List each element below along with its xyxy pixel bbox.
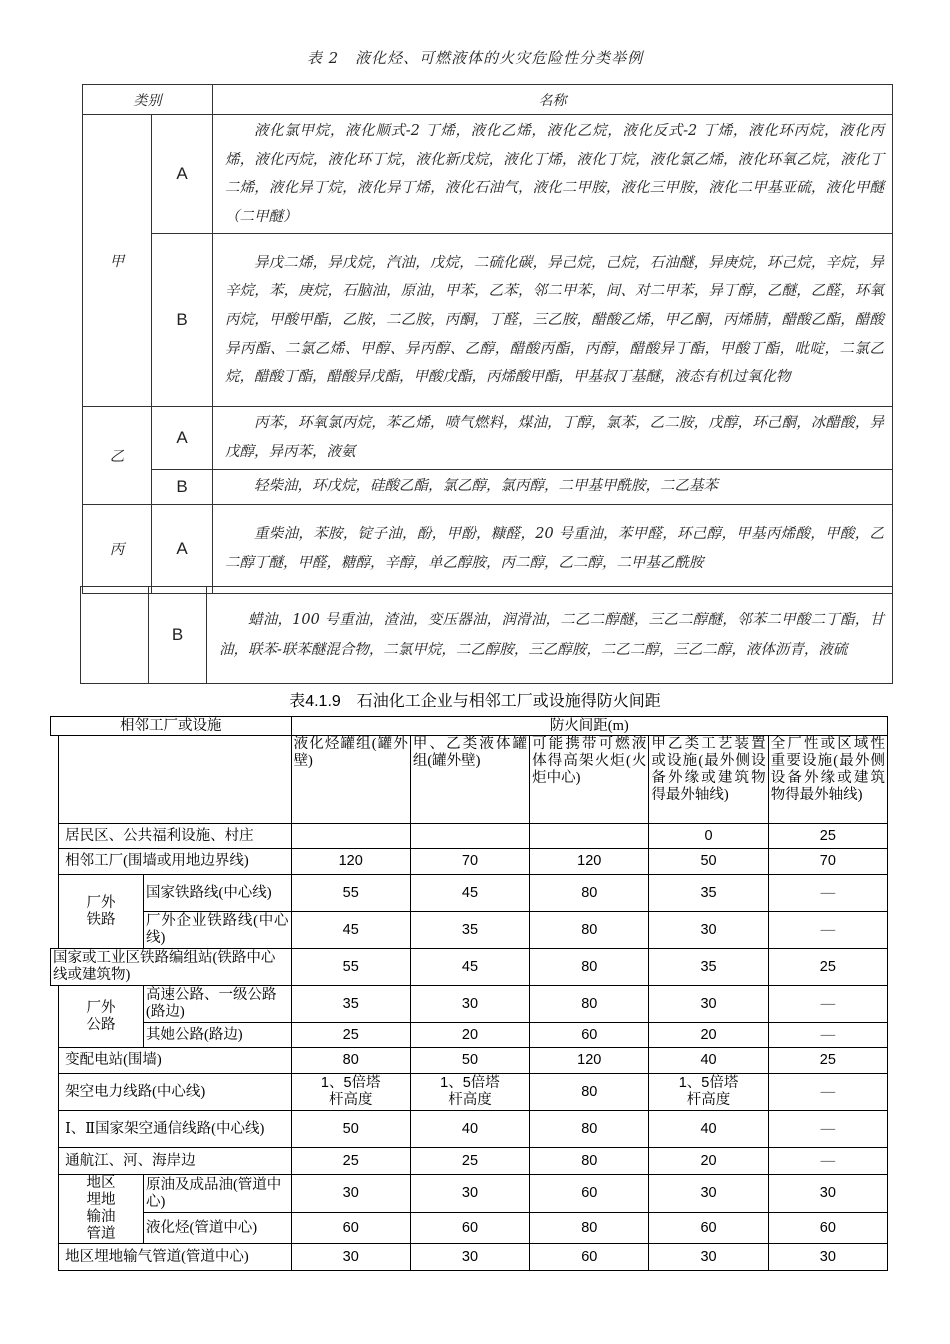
table-row — [51, 849, 888, 875]
group-label-railway: 厂外铁路 — [59, 875, 144, 949]
category-cell: 丙 — [83, 504, 152, 593]
table-row — [51, 1244, 888, 1271]
cell-value: 60 — [291, 1213, 410, 1244]
header-names: 名称 — [213, 85, 893, 115]
cell-value: — — [768, 875, 887, 912]
hazard-classification-table-continued — [80, 586, 893, 684]
cell-value: — — [768, 986, 887, 1023]
header-col-process-unit: 甲乙类工艺装置或设施(最外侧设备外缘或建筑物得最外轴线) — [649, 736, 768, 824]
table2-title: 表 2 液化烃、可燃液体的火灾危险性分类举例 — [306, 49, 644, 67]
row-label: 架空电力线路(中心线) — [59, 1074, 291, 1111]
cell-value: 30 — [649, 986, 768, 1023]
cell-value: 30 — [649, 1244, 768, 1271]
names-cell: 液化氯甲烷，液化顺式-2 丁烯，液化乙烯，液化乙烷，液化反式-2 丁烯，液化环丙烷，液化丙烯，液化丙烷，液化环丁烷，液化新戊烷，液化丁烯，液化丁烷，液化氯乙烯，液化环氧乙烷，液化丁二烯，液化异丁烷，液化异丁烯，液化石油气，液化二甲胺，液化三甲胺，液化二甲基亚硫，液化甲醚（二甲醚） — [213, 115, 893, 234]
group-label-highway: 厂外公路 — [59, 986, 144, 1048]
subcategory-cell: A — [152, 115, 213, 234]
row-label: 原油及成品油(管道中心) — [143, 1175, 291, 1213]
cell-value: 40 — [410, 1111, 529, 1148]
row-label: 通航江、河、海岸边 — [59, 1148, 291, 1175]
category-cell-empty — [81, 587, 149, 684]
table-row — [51, 1148, 888, 1175]
cell-value: 55 — [291, 875, 410, 912]
table-row — [51, 912, 888, 949]
header-col-lpg-tank: 液化烃罐组(罐外壁) — [291, 736, 410, 824]
cell-value — [530, 824, 649, 849]
cell-value: 80 — [530, 1074, 649, 1111]
table-row — [51, 1175, 888, 1213]
cell-value: 25 — [768, 824, 887, 849]
table419-title: 表4.1.9 石油化工企业与相邻工厂或设施得防火间距 — [289, 693, 661, 710]
cell-value: 35 — [649, 949, 768, 986]
cell-value: — — [768, 912, 887, 949]
category-cell: 甲 — [83, 115, 152, 407]
cell-value: 120 — [530, 849, 649, 875]
table-header-row — [51, 736, 888, 824]
cell-value: 20 — [649, 1148, 768, 1175]
hazard-classification-table — [82, 84, 893, 594]
cell-value: 30 — [291, 1244, 410, 1271]
cell-value: 60 — [530, 1175, 649, 1213]
table-row — [51, 1074, 888, 1111]
cell-value: 35 — [649, 875, 768, 912]
cell-value: 80 — [530, 1148, 649, 1175]
cell-value: 120 — [530, 1048, 649, 1074]
cell-value: 30 — [649, 912, 768, 949]
table-row — [83, 234, 893, 407]
row-label: 居民区、公共福利设施、村庄 — [59, 824, 291, 849]
table-row — [51, 824, 888, 849]
fire-distance-table — [50, 716, 888, 1271]
row-label: 其她公路(路边) — [143, 1023, 291, 1048]
table-row — [51, 1023, 888, 1048]
cell-value: 25 — [410, 1148, 529, 1175]
table-header-row — [83, 85, 893, 115]
cell-value: 80 — [530, 912, 649, 949]
cell-value: — — [768, 1074, 887, 1111]
cell-value: 30 — [410, 986, 529, 1023]
table-row — [83, 115, 893, 234]
cell-value: 120 — [291, 849, 410, 875]
names-cell: 蜡油，100 号重油，渣油，变压器油，润滑油，二乙二醇醚，三乙二醇醚，邻苯二甲酸二丁酯，甘油，联苯-联苯醚混合物，二氯甲烷，二乙醇胺，三乙醇胺，二乙二醇，三乙二醇，液体沥青，液硫 — [207, 587, 893, 684]
header-col-flare: 可能携带可燃液体得高架火炬(火炬中心) — [530, 736, 649, 824]
cell-value: 1、5倍塔杆高度 — [410, 1074, 529, 1111]
cell-value: 50 — [649, 849, 768, 875]
cell-value: 25 — [768, 949, 887, 986]
cell-value: 55 — [291, 949, 410, 986]
table-row — [51, 875, 888, 912]
cell-value: 50 — [410, 1048, 529, 1074]
cell-value: 45 — [410, 875, 529, 912]
cell-value: 45 — [291, 912, 410, 949]
row-label: 高速公路、一级公路(路边) — [143, 986, 291, 1023]
row-label: 液化烃(管道中心) — [143, 1213, 291, 1244]
cell-value — [410, 824, 529, 849]
cell-value: 60 — [410, 1213, 529, 1244]
header-distance: 防火间距(m) — [291, 717, 887, 736]
cell-value: 30 — [410, 1175, 529, 1213]
cell-value: 30 — [768, 1244, 887, 1271]
names-cell: 重柴油，苯胺，锭子油，酚，甲酚，糠醛，20 号重油，苯甲醛，环己醇，甲基丙烯酸，甲酸，乙二醇丁醚，甲醛，糖醇，辛醇，单乙醇胺，丙二醇，乙二醇，二甲基乙酰胺 — [213, 504, 893, 593]
header-category: 类别 — [83, 85, 213, 115]
row-label: 变配电站(围墙) — [59, 1048, 291, 1074]
subcategory-cell: A — [152, 504, 213, 593]
cell-value: 40 — [649, 1111, 768, 1148]
table-row — [51, 1048, 888, 1074]
cell-value: 1、5倍塔杆高度 — [649, 1074, 768, 1111]
cell-value: 80 — [530, 875, 649, 912]
names-cell: 丙苯，环氧氯丙烷，苯乙烯，喷气燃料，煤油，丁醇，氯苯，乙二胺，戊醇，环己酮，冰醋酸，异戊醇，异丙苯，液氨 — [213, 407, 893, 469]
cell-value: 70 — [768, 849, 887, 875]
cell-value: 30 — [649, 1175, 768, 1213]
cell-value: — — [768, 1148, 887, 1175]
cell-value: 80 — [530, 949, 649, 986]
header-col-key-facility: 全厂性或区域性重要设施(最外侧设备外缘或建筑物得最外轴线) — [768, 736, 887, 824]
subcategory-cell: B — [152, 469, 213, 504]
category-cell: 乙 — [83, 407, 152, 504]
cell-value: — — [768, 1023, 887, 1048]
names-cell: 轻柴油，环戊烷，硅酸乙酯，氯乙醇，氯丙醇，二甲基甲酰胺，二乙基苯 — [213, 469, 893, 504]
cell-value: 60 — [768, 1213, 887, 1244]
cell-value: 35 — [410, 912, 529, 949]
cell-value: 25 — [768, 1048, 887, 1074]
row-label: 国家或工业区铁路编组站(铁路中心线或建筑物) — [51, 949, 292, 986]
subcategory-cell: A — [152, 407, 213, 469]
table-header-row — [51, 717, 888, 736]
table-row — [83, 504, 893, 593]
cell-value: 0 — [649, 824, 768, 849]
row-label: 相邻工厂(围墙或用地边界线) — [59, 849, 291, 875]
cell-value: 60 — [530, 1023, 649, 1048]
cell-value: 80 — [291, 1048, 410, 1074]
table-row — [51, 949, 888, 986]
cell-value: 35 — [291, 986, 410, 1023]
table-row — [51, 1111, 888, 1148]
cell-value: 60 — [649, 1213, 768, 1244]
table-row — [51, 986, 888, 1023]
cell-value: 20 — [649, 1023, 768, 1048]
cell-value: 1、5倍塔杆高度 — [291, 1074, 410, 1111]
cell-value: 50 — [291, 1111, 410, 1148]
table-row — [81, 587, 893, 684]
cell-value: — — [768, 1111, 887, 1148]
row-label: 地区埋地输气管道(管道中心) — [59, 1244, 291, 1271]
table-row — [51, 1213, 888, 1244]
group-label-oil-pipeline: 地区埋地输油管道 — [59, 1175, 144, 1244]
names-cell: 异戊二烯，异戊烷，汽油，戊烷，二硫化碳，异己烷，己烷，石油醚，异庚烷，环己烷，辛烷，异辛烷，苯，庚烷，石脑油，原油，甲苯，乙苯，邻二甲苯，间、对二甲苯，异丁醇，乙醚，乙醛，环氧丙烷，甲酸甲酯，乙胺，二乙胺，丙酮，丁醛，三乙胺，醋酸乙烯，甲乙酮，丙烯腈，醋酸乙酯，醋酸异丙酯、二氯乙烯、甲醇、异丙醇、乙醇，醋酸丙酯，丙醇，醋酸异丁酯，甲酸丁酯，吡啶，二氯乙烷，醋酸丁酯，醋酸异戊酯，甲酸戊酯，丙烯酸甲酯，甲基叔丁基醚，液态有机过氧化物 — [213, 234, 893, 407]
table-row — [83, 407, 893, 469]
cell-value: 60 — [530, 1244, 649, 1271]
cell-value: 30 — [410, 1244, 529, 1271]
header-facility: 相邻工厂或设施 — [51, 717, 292, 736]
cell-value: 70 — [410, 849, 529, 875]
cell-value: 45 — [410, 949, 529, 986]
subcategory-cell: B — [149, 587, 207, 684]
header-col-liquid-tank: 甲、乙类液体罐组(罐外壁) — [410, 736, 529, 824]
cell-value: 80 — [530, 1213, 649, 1244]
cell-value — [291, 824, 410, 849]
cell-value: 25 — [291, 1148, 410, 1175]
cell-value: 40 — [649, 1048, 768, 1074]
cell-value: 80 — [530, 986, 649, 1023]
cell-value: 30 — [768, 1175, 887, 1213]
row-label: 国家铁路线(中心线) — [143, 875, 291, 912]
row-label: 厂外企业铁路线(中心线) — [143, 912, 291, 949]
cell-value: 80 — [530, 1111, 649, 1148]
cell-value: 30 — [291, 1175, 410, 1213]
cell-value: 25 — [291, 1023, 410, 1048]
table-row — [83, 469, 893, 504]
subcategory-cell: B — [152, 234, 213, 407]
cell-value: 20 — [410, 1023, 529, 1048]
row-label: Ⅰ、Ⅱ国家架空通信线路(中心线) — [59, 1111, 291, 1148]
